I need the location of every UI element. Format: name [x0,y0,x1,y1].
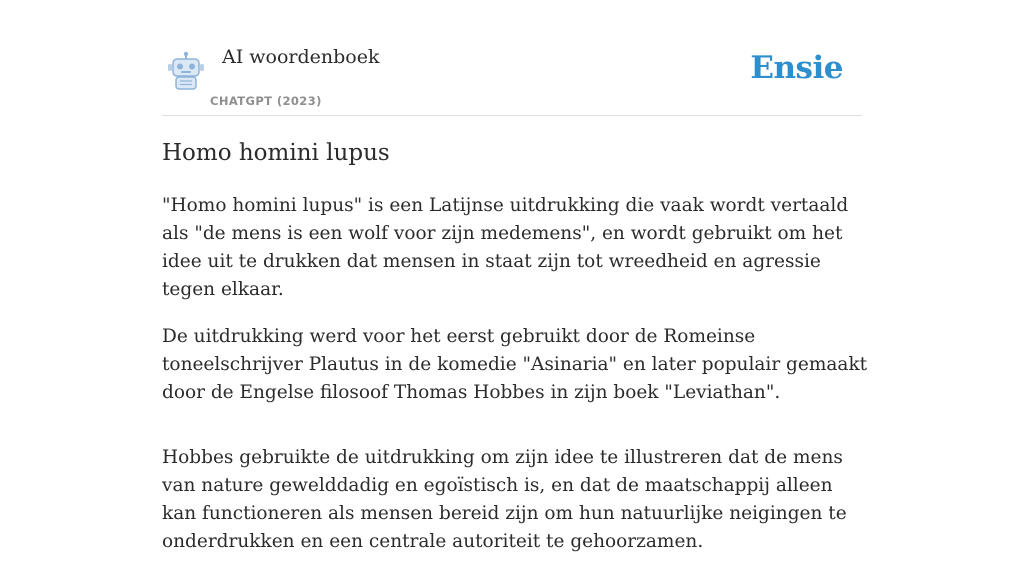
ensie-logo[interactable]: Ensie [750,50,843,86]
entry-title: Homo homini lupus [162,140,390,166]
definition-text [162,192,872,575]
page-header [162,0,862,116]
source-subtitle: CHATGPT (2023) [210,94,322,108]
robot-icon [166,51,206,91]
definition-paragraph: De uitdrukking werd voor het eerst gebruikt door de Romeinse toneelschrijver Plautus in de komedie "Asinaria" en later populair gemaakt door de Engelse filosoof Thomas Hobbes in zijn boek "Leviathan". [162,326,868,403]
definition-paragraph: Hobbes gebruikte de uitdrukking om zijn idee te illustreren dat de mens van nature gewelddadig en egoïstisch is, en dat de maatschappij alleen kan functioneren als mensen bereid zijn om hun natuurlijke neigingen te onderdrukken en een centrale autoriteit te gehoorzamen. [162,447,847,552]
source-title[interactable]: AI woordenboek [222,46,380,68]
definition-paragraph: "Homo homini lupus" is een Latijnse uitdrukking die vaak wordt vertaald als "de mens is een wolf voor zijn medemens", en wordt gebruikt om het idee uit te drukken dat mensen in staat zijn tot wreedheid en agressie tegen elkaar. [162,195,849,300]
